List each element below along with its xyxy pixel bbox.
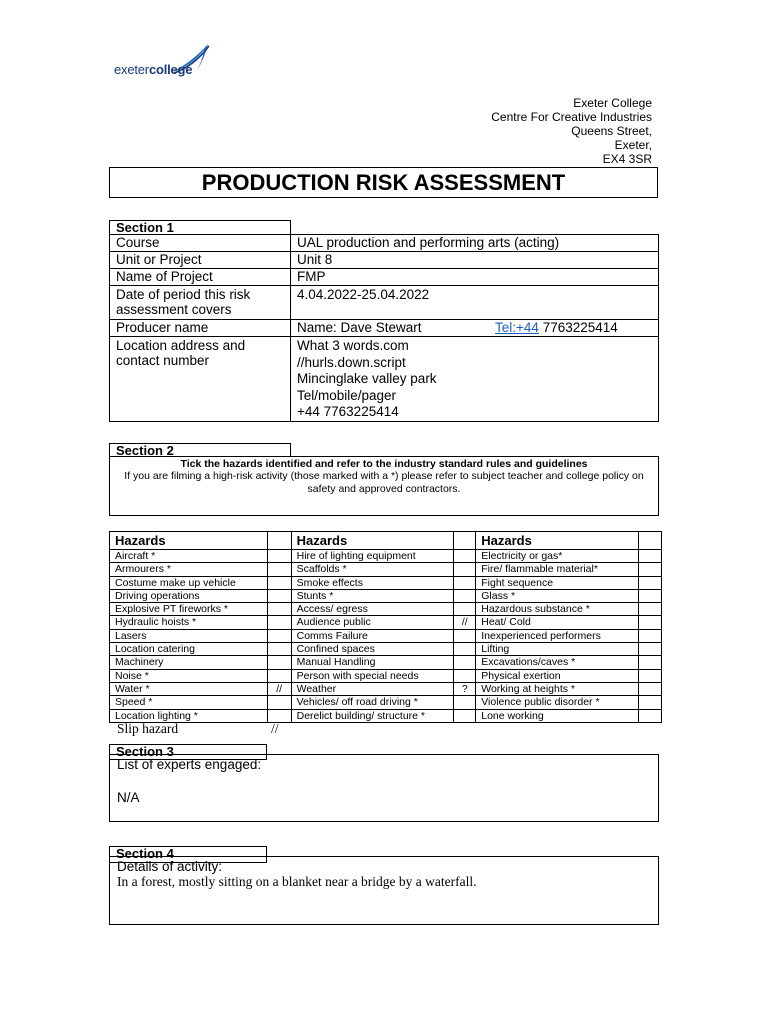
hazard-name: Audience public — [291, 616, 454, 629]
section-3-value: N/A — [117, 790, 140, 805]
college-logo — [112, 42, 212, 82]
hazard-name: Lone working — [476, 709, 639, 722]
hazard-name: Physical exertion — [476, 669, 639, 682]
hazard-tick-cell[interactable] — [454, 656, 476, 669]
location-line: Mincinglake valley park — [297, 371, 437, 386]
row-label: Location address and contact number — [110, 337, 291, 422]
hazard-tick-cell[interactable] — [639, 643, 662, 656]
hazard-tick-cell[interactable] — [267, 643, 291, 656]
hazard-tick-cell[interactable] — [454, 576, 476, 589]
section-3-label: Section 3 — [109, 744, 267, 760]
hazard-tick-cell[interactable] — [639, 576, 662, 589]
hazard-name: Scaffolds * — [291, 563, 454, 576]
row-label: Course — [110, 235, 291, 252]
table-row — [110, 576, 662, 589]
section-4-box — [109, 856, 659, 925]
address-line: Exeter, — [614, 138, 652, 152]
hazard-tick-cell[interactable]: ? — [454, 682, 476, 695]
row-label: Unit or Project — [110, 252, 291, 269]
table-row — [110, 235, 659, 252]
section-2-heading: Tick the hazards identified and refer to the industry standard rules and guidelines — [180, 458, 588, 470]
hazard-tick-cell[interactable] — [454, 550, 476, 563]
hazard-name: Water * — [110, 682, 268, 695]
hazard-name: Electricity or gas* — [476, 550, 639, 563]
hazard-tick-cell[interactable] — [267, 696, 291, 709]
hazard-tick-cell[interactable] — [639, 709, 662, 722]
hazard-tick-cell[interactable] — [454, 563, 476, 576]
hazards-body — [110, 550, 662, 723]
hazard-name: Machinery — [110, 656, 268, 669]
hazard-name: Inexperienced performers — [476, 629, 639, 642]
table-row — [110, 252, 659, 269]
hazard-tick-cell[interactable] — [454, 696, 476, 709]
hazards-header-row — [110, 532, 662, 550]
hazard-name: Access/ egress — [291, 603, 454, 616]
address-line: Centre For Creative Industries — [491, 110, 652, 124]
extra-hazard: Slip hazard — [117, 721, 179, 736]
address-line: Queens Street, — [571, 124, 652, 138]
hazard-name: Person with special needs — [291, 669, 454, 682]
row-value: 4.04.2022-25.04.2022 — [291, 286, 659, 320]
hazard-name: Lasers — [110, 629, 268, 642]
hazard-tick-cell[interactable] — [267, 589, 291, 602]
hazards-header: Hazards — [476, 532, 639, 550]
hazard-tick-cell[interactable] — [267, 616, 291, 629]
location-line: What 3 words.com — [297, 338, 409, 353]
row-label: Name of Project — [110, 269, 291, 286]
hazard-name: Heat/ Cold — [476, 616, 639, 629]
hazard-tick-cell[interactable] — [639, 616, 662, 629]
section-1-table — [109, 234, 659, 422]
hazard-tick-cell[interactable] — [639, 682, 662, 695]
hazard-name: Lifting — [476, 643, 639, 656]
hazard-tick-cell[interactable] — [267, 656, 291, 669]
college-address — [491, 96, 652, 166]
address-line: EX4 3SR — [602, 152, 652, 166]
hazard-name: Violence public disorder * — [476, 696, 639, 709]
hazard-tick-cell[interactable] — [639, 629, 662, 642]
row-label: Date of period this risk assessment covers — [110, 286, 291, 320]
producer-name: Name: Dave Stewart — [297, 320, 422, 335]
hazard-name: Hydraulic hoists * — [110, 616, 268, 629]
table-row — [110, 269, 659, 286]
tick-header — [454, 532, 476, 550]
extra-hazard-mark: // — [271, 721, 279, 736]
hazard-tick-cell[interactable] — [454, 589, 476, 602]
row-value — [291, 320, 659, 337]
table-row — [110, 616, 662, 629]
table-row — [110, 337, 659, 422]
section-4-value: In a forest, mostly sitting on a blanket near a bridge by a waterfall. — [117, 874, 477, 889]
hazard-tick-cell[interactable]: // — [454, 616, 476, 629]
hazard-name: Armourers * — [110, 563, 268, 576]
hazard-name: Weather — [291, 682, 454, 695]
table-row — [110, 320, 659, 337]
hazards-header: Hazards — [110, 532, 268, 550]
table-row — [110, 696, 662, 709]
hazard-tick-cell[interactable] — [639, 696, 662, 709]
hazard-name: Driving operations — [110, 589, 268, 602]
section-3-heading: List of experts engaged: — [117, 757, 262, 772]
table-row — [110, 629, 662, 642]
table-row — [110, 589, 662, 602]
section-4-heading: Details of activity: — [117, 859, 223, 874]
hazard-tick-cell[interactable] — [267, 669, 291, 682]
hazard-name: Smoke effects — [291, 576, 454, 589]
tick-header — [639, 532, 662, 550]
table-row — [110, 669, 662, 682]
section-1-label: Section 1 — [109, 220, 291, 235]
hazard-name: Explosive PT fireworks * — [110, 603, 268, 616]
hazard-tick-cell[interactable] — [454, 629, 476, 642]
hazard-tick-cell[interactable]: // — [267, 682, 291, 695]
table-row — [110, 603, 662, 616]
telephone-number: 7763225414 — [542, 320, 618, 335]
row-value: FMP — [291, 269, 659, 286]
hazard-tick-cell[interactable] — [454, 669, 476, 682]
telephone-link[interactable]: Tel:+44 — [495, 320, 539, 335]
hazard-tick-cell[interactable] — [639, 550, 662, 563]
section-2-note: If you are filming a high-risk activity (those marked with a *) please refer to subject teacher and college policy on safety and approved contractors. — [124, 470, 644, 495]
hazard-tick-cell[interactable] — [267, 603, 291, 616]
section-2-box — [109, 456, 659, 516]
hazard-name: Noise * — [110, 669, 268, 682]
hazard-name: Excavations/caves * — [476, 656, 639, 669]
table-row — [110, 550, 662, 563]
location-line: +44 7763225414 — [297, 404, 399, 419]
hazard-name: Vehicles/ off road driving * — [291, 696, 454, 709]
hazard-name: Location catering — [110, 643, 268, 656]
hazard-name: Working at heights * — [476, 682, 639, 695]
hazard-tick-cell[interactable] — [267, 563, 291, 576]
hazard-name: Aircraft * — [110, 550, 268, 563]
section-4-label: Section 4 — [109, 846, 267, 863]
hazard-tick-cell[interactable] — [639, 669, 662, 682]
document-title: PRODUCTION RISK ASSESSMENT — [109, 167, 658, 198]
hazard-name: Costume make up vehicle — [110, 576, 268, 589]
hazard-tick-cell[interactable] — [267, 629, 291, 642]
hazard-tick-cell[interactable] — [639, 563, 662, 576]
address-line: Exeter College — [573, 96, 652, 110]
table-row — [110, 563, 662, 576]
section-2-label: Section 2 — [109, 443, 291, 457]
logo-text: exetercollege — [114, 62, 193, 77]
table-row — [110, 286, 659, 320]
row-value — [291, 337, 659, 422]
table-row — [110, 682, 662, 695]
hazard-tick-cell[interactable] — [639, 656, 662, 669]
table-row — [110, 656, 662, 669]
tick-header — [267, 532, 291, 550]
hazard-tick-cell[interactable] — [454, 603, 476, 616]
row-value: UAL production and performing arts (acting) — [291, 235, 659, 252]
hazard-name: Fire/ flammable material* — [476, 563, 639, 576]
hazard-name: Hire of lighting equipment — [291, 550, 454, 563]
hazard-name: Manual Handling — [291, 656, 454, 669]
hazard-tick-cell[interactable] — [639, 603, 662, 616]
row-label: Producer name — [110, 320, 291, 337]
hazard-tick-cell[interactable] — [454, 643, 476, 656]
table-row — [110, 643, 662, 656]
table-row — [110, 709, 662, 722]
hazard-name: Hazardous substance * — [476, 603, 639, 616]
hazard-tick-cell[interactable] — [267, 550, 291, 563]
hazard-name: Fight sequence — [476, 576, 639, 589]
hazard-name: Comms Failure — [291, 629, 454, 642]
row-value: Unit 8 — [291, 252, 659, 269]
hazard-name: Glass * — [476, 589, 639, 602]
location-line: Tel/mobile/pager — [297, 387, 397, 403]
section-3-box — [109, 754, 659, 822]
hazard-name: Confined spaces — [291, 643, 454, 656]
hazard-name: Speed * — [110, 696, 268, 709]
hazard-name: Stunts * — [291, 589, 454, 602]
hazard-tick-cell[interactable] — [454, 709, 476, 722]
hazard-tick-cell[interactable] — [639, 589, 662, 602]
hazard-name: Location lighting * — [110, 709, 268, 722]
hazard-tick-cell[interactable] — [267, 576, 291, 589]
hazards-header: Hazards — [291, 532, 454, 550]
location-line: //hurls.down.script — [297, 354, 406, 370]
hazard-name: Derelict building/ structure * — [291, 709, 454, 722]
hazards-table — [109, 531, 662, 723]
